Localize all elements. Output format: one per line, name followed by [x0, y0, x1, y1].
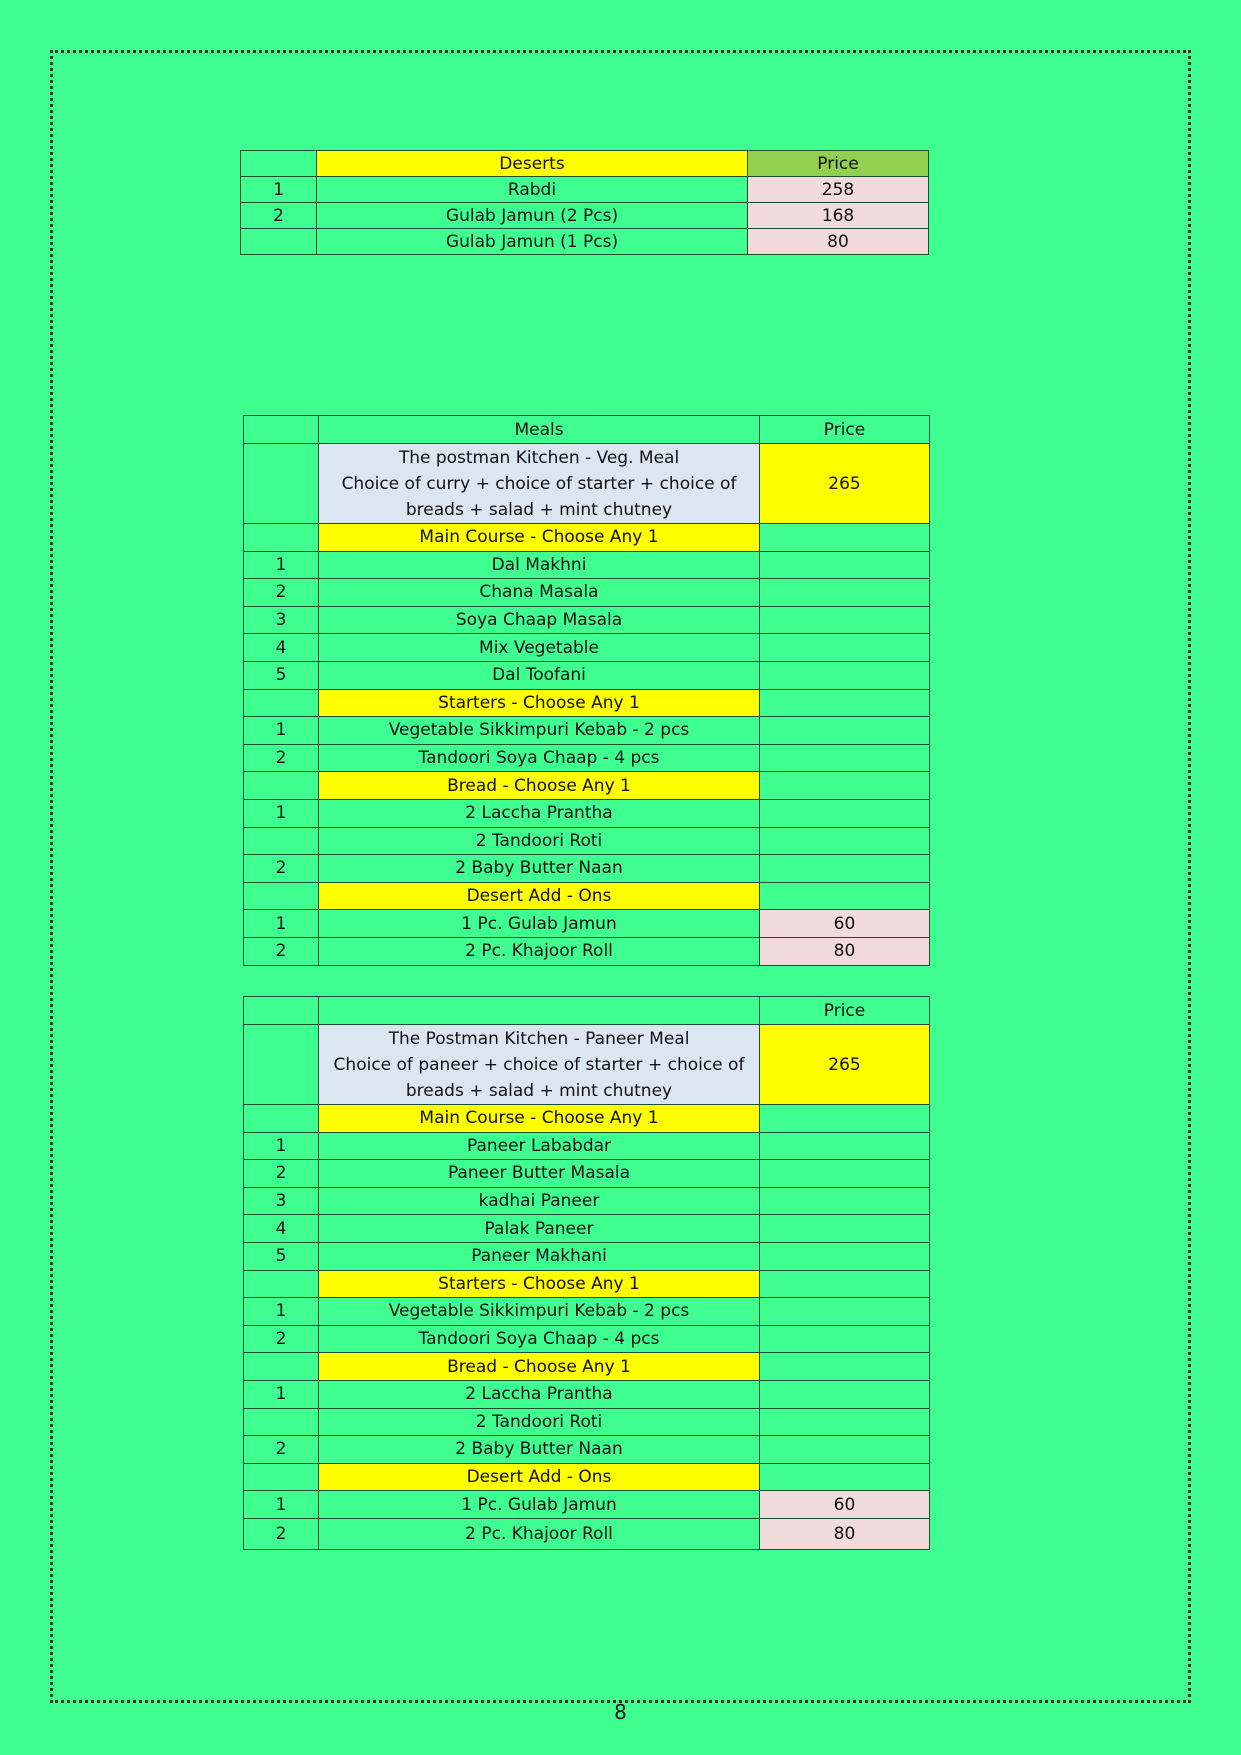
item-price: 80: [760, 937, 930, 965]
table-row: [244, 1380, 930, 1408]
price-header-cell: Price: [760, 997, 930, 1025]
item-name: 2 Baby Butter Naan: [319, 1436, 760, 1464]
item-name: kadhai Paneer: [319, 1187, 760, 1215]
item-name: Dal Toofani: [319, 661, 760, 689]
row-number: [244, 444, 319, 524]
item-price: [760, 689, 930, 717]
item-price: [760, 634, 930, 662]
desserts-header-row: [241, 151, 929, 177]
meal-desc-line-1: Choice of paneer + choice of starter + choice of: [333, 1054, 745, 1075]
section-row: [244, 689, 930, 717]
item-name: Tandoori Soya Chaap - 4 pcs: [319, 1325, 760, 1353]
meal-desc-line-1: Choice of curry + choice of starter + choice of: [341, 473, 737, 494]
item-name: Paneer Butter Masala: [319, 1160, 760, 1188]
row-number: [241, 229, 317, 255]
section-label: Desert Add - Ons: [319, 882, 760, 910]
meal-price: 265: [760, 1025, 930, 1105]
item-name: Chana Masala: [319, 579, 760, 607]
table-row: [244, 1187, 930, 1215]
price-header-cell: Price: [748, 151, 929, 177]
table-row: [244, 1491, 930, 1519]
section-label: Bread - Choose Any 1: [319, 1353, 760, 1381]
row-number: 2: [244, 1518, 319, 1549]
item-name: 2 Baby Butter Naan: [319, 855, 760, 883]
table-row: [244, 799, 930, 827]
section-label: Starters - Choose Any 1: [319, 1270, 760, 1298]
meals-header-cell: [319, 997, 760, 1025]
section-label: Main Course - Choose Any 1: [319, 524, 760, 552]
meal-title: The postman Kitchen - Veg. Meal: [398, 447, 680, 468]
row-number: 2: [244, 1325, 319, 1353]
item-price: [760, 661, 930, 689]
table-row: [241, 177, 929, 203]
row-number: 2: [244, 744, 319, 772]
item-name: 2 Tandoori Roti: [319, 1408, 760, 1436]
item-price: 258: [748, 177, 929, 203]
table-row: [244, 1160, 930, 1188]
row-number: 4: [244, 634, 319, 662]
veg-meal-table: [243, 415, 930, 966]
table-row: [244, 661, 930, 689]
section-label: Starters - Choose Any 1: [319, 689, 760, 717]
table-row: [244, 1298, 930, 1326]
item-name: Gulab Jamun (1 Pcs): [317, 229, 748, 255]
table-row: [241, 229, 929, 255]
row-number: [244, 1463, 319, 1491]
row-number: 1: [244, 799, 319, 827]
num-header-cell: [244, 416, 319, 444]
row-number: 1: [241, 177, 317, 203]
item-price: [760, 579, 930, 607]
item-name: 2 Laccha Prantha: [319, 799, 760, 827]
table-row: [244, 910, 930, 938]
table-row: [244, 551, 930, 579]
row-number: 1: [244, 1380, 319, 1408]
item-price: 80: [760, 1518, 930, 1549]
item-name: Vegetable Sikkimpuri Kebab - 2 pcs: [319, 717, 760, 745]
row-number: 3: [244, 606, 319, 634]
item-name: Paneer Lababdar: [319, 1132, 760, 1160]
item-price: [760, 606, 930, 634]
item-name: Tandoori Soya Chaap - 4 pcs: [319, 744, 760, 772]
num-header-cell: [244, 997, 319, 1025]
row-number: [244, 524, 319, 552]
item-price: [760, 1270, 930, 1298]
row-number: 2: [241, 203, 317, 229]
table-row: [244, 1408, 930, 1436]
table-row: [244, 1132, 930, 1160]
item-name: Palak Paneer: [319, 1215, 760, 1243]
row-number: 1: [244, 1132, 319, 1160]
section-row: [244, 772, 930, 800]
price-header-cell: Price: [760, 416, 930, 444]
table-row: [241, 203, 929, 229]
row-number: [244, 689, 319, 717]
row-number: [244, 772, 319, 800]
row-number: 2: [244, 937, 319, 965]
table-row: [244, 937, 930, 965]
item-price: [760, 524, 930, 552]
row-number: 1: [244, 910, 319, 938]
desserts-table: [240, 150, 929, 255]
section-row: [244, 1353, 930, 1381]
item-price: [760, 1325, 930, 1353]
desserts-header-cell: Deserts: [317, 151, 748, 177]
row-number: 2: [244, 579, 319, 607]
item-price: [760, 855, 930, 883]
meal-description-row: [244, 444, 930, 524]
meals-header-row: [244, 997, 930, 1025]
row-number: [244, 1408, 319, 1436]
section-label: Main Course - Choose Any 1: [319, 1105, 760, 1133]
row-number: 3: [244, 1187, 319, 1215]
row-number: [244, 882, 319, 910]
item-name: Rabdi: [317, 177, 748, 203]
paneer-meal-table: [243, 996, 930, 1550]
meals-header-cell: Meals: [319, 416, 760, 444]
item-name: 2 Laccha Prantha: [319, 1380, 760, 1408]
section-label: Bread - Choose Any 1: [319, 772, 760, 800]
row-number: 1: [244, 551, 319, 579]
table-row: [244, 1436, 930, 1464]
table-row: [244, 1518, 930, 1549]
row-number: [244, 827, 319, 855]
row-number: 1: [244, 1298, 319, 1326]
item-name: 1 Pc. Gulab Jamun: [319, 1491, 760, 1519]
section-row: [244, 882, 930, 910]
meal-price: 265: [760, 444, 930, 524]
item-price: [760, 717, 930, 745]
table-row: [244, 634, 930, 662]
item-price: [760, 1242, 930, 1270]
item-name: 2 Pc. Khajoor Roll: [319, 1518, 760, 1549]
item-price: [760, 1353, 930, 1381]
item-price: [760, 551, 930, 579]
item-price: [760, 1105, 930, 1133]
item-name: Paneer Makhani: [319, 1242, 760, 1270]
section-row: [244, 1463, 930, 1491]
row-number: 2: [244, 1436, 319, 1464]
item-price: 168: [748, 203, 929, 229]
table-row: [244, 744, 930, 772]
row-number: 5: [244, 661, 319, 689]
item-price: [760, 1298, 930, 1326]
item-price: 60: [760, 910, 930, 938]
item-name: Gulab Jamun (2 Pcs): [317, 203, 748, 229]
item-price: [760, 1215, 930, 1243]
item-name: 2 Pc. Khajoor Roll: [319, 937, 760, 965]
item-price: [760, 1380, 930, 1408]
item-price: [760, 1463, 930, 1491]
item-name: 2 Tandoori Roti: [319, 827, 760, 855]
row-number: 4: [244, 1215, 319, 1243]
item-price: 60: [760, 1491, 930, 1519]
item-price: [760, 827, 930, 855]
item-price: [760, 744, 930, 772]
row-number: 1: [244, 1491, 319, 1519]
item-price: [760, 799, 930, 827]
item-price: [760, 882, 930, 910]
row-number: [244, 1025, 319, 1105]
table-row: [244, 1325, 930, 1353]
table-row: [244, 579, 930, 607]
meal-description-row: [244, 1025, 930, 1105]
item-price: [760, 1132, 930, 1160]
row-number: 2: [244, 855, 319, 883]
item-name: Soya Chaap Masala: [319, 606, 760, 634]
row-number: [244, 1105, 319, 1133]
meal-desc-line-2: breads + salad + mint chutney: [405, 1080, 673, 1101]
item-price: 80: [748, 229, 929, 255]
table-row: [244, 827, 930, 855]
item-name: 1 Pc. Gulab Jamun: [319, 910, 760, 938]
item-price: [760, 1436, 930, 1464]
section-row: [244, 1270, 930, 1298]
num-header-cell: [241, 151, 317, 177]
meal-title: The Postman Kitchen - Paneer Meal: [388, 1028, 690, 1049]
meal-description: [319, 444, 760, 524]
table-row: [244, 717, 930, 745]
row-number: 5: [244, 1242, 319, 1270]
meal-description: [319, 1025, 760, 1105]
section-row: [244, 1105, 930, 1133]
meal-desc-line-2: breads + salad + mint chutney: [405, 499, 673, 520]
table-row: [244, 855, 930, 883]
item-price: [760, 772, 930, 800]
item-price: [760, 1187, 930, 1215]
item-name: Dal Makhni: [319, 551, 760, 579]
section-label: Desert Add - Ons: [319, 1463, 760, 1491]
item-price: [760, 1160, 930, 1188]
row-number: 1: [244, 717, 319, 745]
row-number: 2: [244, 1160, 319, 1188]
row-number: [244, 1270, 319, 1298]
page-number: 8: [614, 1700, 627, 1724]
row-number: [244, 1353, 319, 1381]
table-row: [244, 1215, 930, 1243]
table-row: [244, 606, 930, 634]
section-row: [244, 524, 930, 552]
table-row: [244, 1242, 930, 1270]
item-name: Mix Vegetable: [319, 634, 760, 662]
item-name: Vegetable Sikkimpuri Kebab - 2 pcs: [319, 1298, 760, 1326]
item-price: [760, 1408, 930, 1436]
meals-header-row: [244, 416, 930, 444]
